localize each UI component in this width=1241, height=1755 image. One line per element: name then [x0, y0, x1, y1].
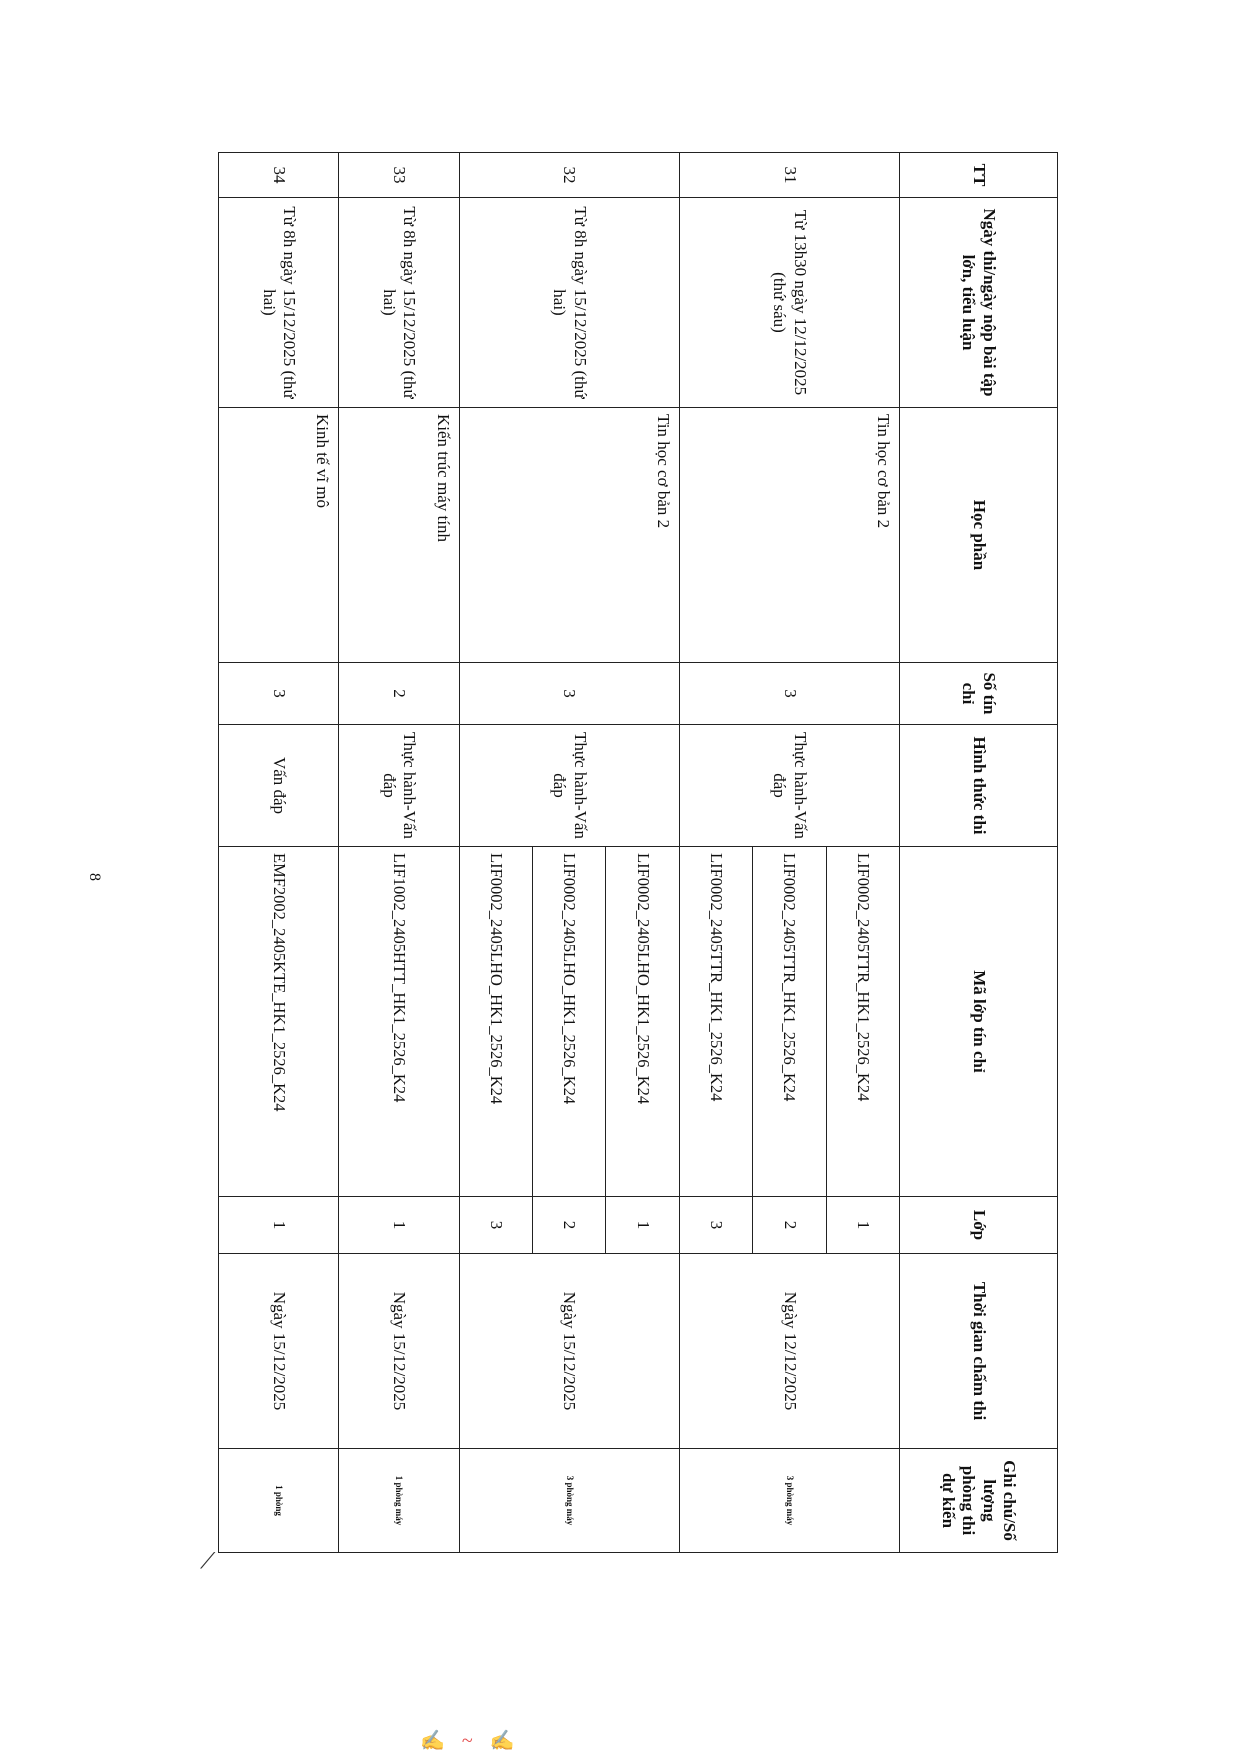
row-note: 3 phòng máy: [459, 1449, 679, 1553]
row-class: 1: [606, 1197, 679, 1254]
row-class: 1: [219, 1197, 339, 1254]
row-credits: 3: [679, 663, 899, 725]
row-format: Vấn đáp: [219, 725, 339, 847]
row-class: 3: [459, 1197, 532, 1254]
row-class: 1: [339, 1197, 459, 1254]
row-class-code: LIF0002_2405LHO_HK1_2526_K24: [533, 847, 606, 1197]
header-tt: TT: [900, 153, 1058, 198]
row-class-code: EMF2002_2405KTE_HK1_2526_K24: [219, 847, 339, 1197]
row-note: 1 phòng máy: [339, 1449, 459, 1553]
row-date: Từ 8h ngày 15/12/2025 (thứ hai): [459, 198, 679, 408]
row-course: Tin học cơ bản 2: [459, 408, 679, 663]
row-course: Tin học cơ bản 2: [679, 408, 899, 663]
row-date: Từ 8h ngày 15/12/2025 (thứ hai): [339, 198, 459, 408]
row-tt: 32: [459, 153, 679, 198]
row-class-code: LIF0002_2405TTR_HK1_2526_K24: [753, 847, 826, 1197]
row-course: Kinh tế vĩ mô: [219, 408, 339, 663]
row-tt: 31: [679, 153, 899, 198]
header-class-code: Mã lớp tín chỉ: [900, 847, 1058, 1197]
handwritten-mark: ⟋: [200, 1548, 216, 1573]
rotated-schedule-table: [218, 152, 1058, 1552]
row-format: Thực hành-Vấn đáp: [679, 725, 899, 847]
row-note: 3 phòng máy: [679, 1449, 899, 1553]
row-class-code: LIF0002_2405LHO_HK1_2526_K24: [459, 847, 532, 1197]
row-class: 1: [826, 1197, 899, 1254]
row-class: 3: [679, 1197, 752, 1254]
table-row: [339, 153, 459, 1553]
row-note: 1 phòng: [219, 1449, 339, 1553]
row-class-code: LIF0002_2405LHO_HK1_2526_K24: [606, 847, 679, 1197]
exam-schedule-table: [218, 152, 1058, 1553]
page-number: 8: [86, 873, 103, 881]
row-credits: 3: [219, 663, 339, 725]
row-tt: 34: [219, 153, 339, 198]
header-date: Ngày thi/ngày nộp bài tập lớn, tiểu luận: [900, 198, 1058, 408]
row-grading-time: Ngày 15/12/2025: [459, 1254, 679, 1449]
row-class-code: LIF1002_2405HTT_HK1_2526_K24: [339, 847, 459, 1197]
header-class: Lớp: [900, 1197, 1058, 1254]
header-note: Ghi chú/Số lượng phòng thi dự kiến: [900, 1449, 1058, 1553]
header-grading-time: Thời gian chấm thi: [900, 1254, 1058, 1449]
row-format: Thực hành-Vấn đáp: [459, 725, 679, 847]
table-row: [826, 153, 899, 1553]
row-tt: 33: [339, 153, 459, 198]
row-date: Từ 8h ngày 15/12/2025 (thứ hai): [219, 198, 339, 408]
signature-stamp: ✍ ~ ✍: [420, 1730, 521, 1752]
header-credits: Số tín chỉ: [900, 663, 1058, 725]
row-grading-time: Ngày 15/12/2025: [219, 1254, 339, 1449]
row-format: Thực hành-Vấn đáp: [339, 725, 459, 847]
row-credits: 2: [339, 663, 459, 725]
row-credits: 3: [459, 663, 679, 725]
table-row: [606, 153, 679, 1553]
header-row: [900, 153, 1058, 1553]
row-date: Từ 13h30 ngày 12/12/2025 (thứ sáu): [679, 198, 899, 408]
row-class: 2: [753, 1197, 826, 1254]
row-class: 2: [533, 1197, 606, 1254]
header-format: Hình thức thi: [900, 725, 1058, 847]
row-grading-time: Ngày 12/12/2025: [679, 1254, 899, 1449]
row-course: Kiến trúc máy tính: [339, 408, 459, 663]
row-grading-time: Ngày 15/12/2025: [339, 1254, 459, 1449]
row-class-code: LIF0002_2405TTR_HK1_2526_K24: [826, 847, 899, 1197]
row-class-code: LIF0002_2405TTR_HK1_2526_K24: [679, 847, 752, 1197]
header-course: Học phần: [900, 408, 1058, 663]
table-row: [219, 153, 339, 1553]
